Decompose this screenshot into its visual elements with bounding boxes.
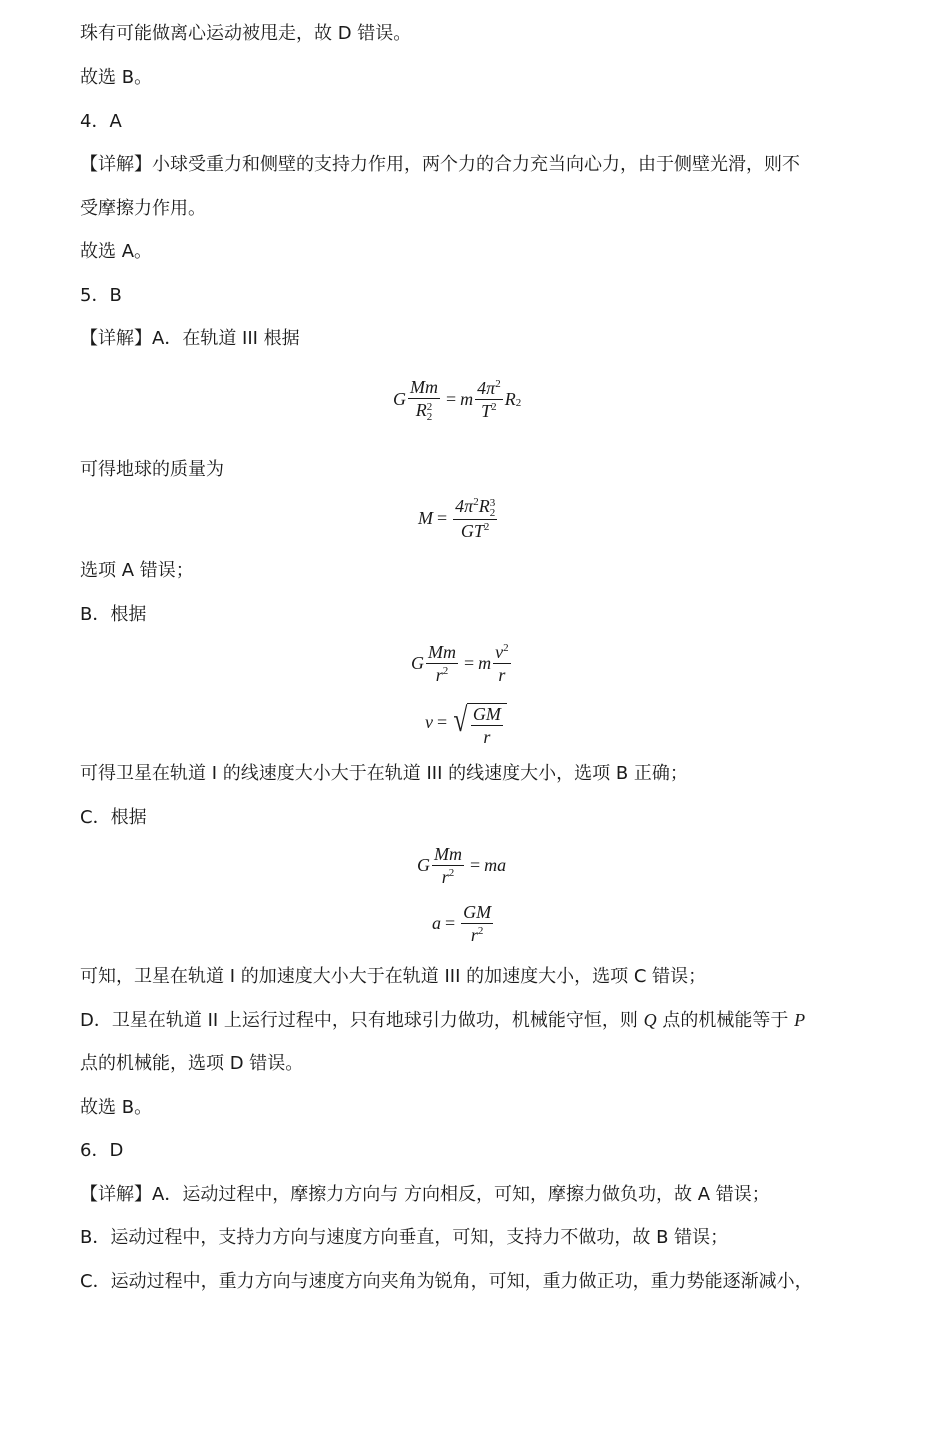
formula-symbol: T xyxy=(481,400,492,421)
formula-symbol: R xyxy=(478,496,490,516)
denominator xyxy=(440,866,457,887)
text-line: 受摩擦力作用。 xyxy=(80,198,206,219)
text-line: 【详解】小球受重力和侧壁的支持力作用，两个力的合力充当向心力，由于侧壁光滑，则不 xyxy=(80,154,800,175)
superscript: 2 xyxy=(495,377,501,390)
fraction xyxy=(432,844,464,887)
denominator: r xyxy=(498,665,506,685)
text-line: 可得卫星在轨道 I 的线速度大小大于在轨道 III 的线速度大小，选项 B 正确； xyxy=(80,763,688,784)
formula-symbol: m xyxy=(460,388,474,409)
text-line: 故选 A。 xyxy=(80,241,153,262)
equals-sign: = xyxy=(446,388,457,409)
text-segment: 点的机械能等于 xyxy=(656,1010,795,1031)
text-line: 【详解】A．在轨道 III 根据 xyxy=(80,328,300,349)
radical-sign-icon: √ xyxy=(453,702,468,739)
fraction xyxy=(475,378,503,421)
text-line: 【详解】A．运动过程中，摩擦力方向与 方向相反，可知，摩擦力做负功，故 A 错误； xyxy=(80,1184,770,1205)
denominator xyxy=(434,664,451,685)
text-line: B．运动过程中，支持力方向与速度方向垂直，可知，支持力不做功，故 B 错误； xyxy=(80,1227,729,1248)
formula-symbol: r xyxy=(435,665,443,685)
formula-symbol: G xyxy=(411,653,424,673)
answer-number: 4．A xyxy=(80,111,122,132)
superscript: 2 xyxy=(448,867,455,879)
superscript: 3 xyxy=(489,496,496,509)
answer-number: 5．B xyxy=(80,285,122,306)
numerator xyxy=(453,496,497,520)
denominator: r xyxy=(483,727,491,747)
text-line xyxy=(80,1008,805,1033)
formula-gravitation-orbit: G Mm R 2 2 = m $\frac{4\pi^2}{T^2}$ R 2 xyxy=(393,377,522,423)
numerator: Mm xyxy=(428,642,456,662)
numerator xyxy=(475,378,503,400)
subscript: 2 xyxy=(426,410,433,423)
point-label: Q xyxy=(643,1010,657,1030)
superscript: 2 xyxy=(473,496,479,508)
text-line: 故选 B。 xyxy=(80,1097,153,1118)
formula-earth-mass xyxy=(418,496,499,541)
equals-sign: = xyxy=(437,507,448,528)
formula-symbol: R xyxy=(415,400,427,420)
equals-sign: = xyxy=(445,913,456,933)
formula-symbol: G xyxy=(417,855,430,875)
denominator xyxy=(469,924,486,945)
point-label: P xyxy=(794,1010,806,1030)
superscript: 2 xyxy=(483,520,490,533)
radicand xyxy=(467,703,507,747)
text-line: 珠有可能做离心运动被甩走，故 D 错误。 xyxy=(80,23,412,44)
formula-symbol: m xyxy=(478,653,492,673)
formula-symbol: 4π xyxy=(455,496,474,516)
text-line: 可知，卫星在轨道 I 的加速度大小大于在轨道 III 的加速度大小，选项 C 错误； xyxy=(80,966,707,987)
text-line: 选项 A 错误； xyxy=(80,560,194,581)
text-line: C．运动过程中，重力方向与速度方向夹角为锐角，可知，重力做正功，重力势能逐渐减小， xyxy=(80,1271,813,1292)
text-line: 故选 B。 xyxy=(80,67,153,88)
numerator: Mm xyxy=(410,377,438,397)
fraction xyxy=(471,704,503,747)
superscript: 2 xyxy=(491,400,497,413)
equals-sign: = xyxy=(470,855,481,875)
text-segment: D．卫星在轨道 II 上运行过程中，只有地球引力做功，机械能守恒，则 xyxy=(80,1010,644,1031)
formula-orbital-velocity xyxy=(425,697,507,747)
formula-symbol: r xyxy=(470,925,478,945)
subscript: 2 xyxy=(489,506,496,519)
formula-symbol: r xyxy=(441,867,449,887)
fraction xyxy=(408,377,440,422)
denominator xyxy=(414,399,435,422)
equals-sign: = xyxy=(464,653,475,673)
formula-symbol: v xyxy=(495,642,504,662)
text-line: 可得地球的质量为 xyxy=(80,459,224,480)
formula-centripetal-acceleration xyxy=(417,844,506,887)
formula-symbol: 4π xyxy=(477,377,496,398)
denominator xyxy=(459,520,492,541)
formula-acceleration xyxy=(432,902,495,945)
text-line: C．根据 xyxy=(80,807,147,828)
numerator xyxy=(493,642,511,664)
superscript: 2 xyxy=(477,925,484,937)
formula-symbol: G xyxy=(393,388,406,409)
numerator: GM xyxy=(472,704,501,724)
denominator xyxy=(479,400,499,421)
answer-number: 6．D xyxy=(80,1140,124,1161)
numerator: Mm xyxy=(434,844,462,864)
formula-symbol: v xyxy=(425,711,433,732)
formula-symbol: a xyxy=(432,913,441,933)
formula-centripetal-velocity xyxy=(411,642,513,685)
fraction xyxy=(453,496,497,541)
superscript: 2 xyxy=(426,400,433,413)
text-line: 点的机械能，选项 D 错误。 xyxy=(80,1053,304,1074)
equals-sign: = xyxy=(437,711,448,732)
text-line: B．根据 xyxy=(80,604,147,625)
numerator: GM xyxy=(463,902,492,922)
formula-symbol: GT xyxy=(460,520,484,541)
square-root xyxy=(451,697,507,747)
fraction xyxy=(426,642,458,685)
fraction xyxy=(493,642,511,685)
superscript: 2 xyxy=(442,665,449,677)
superscript: 2 xyxy=(503,642,509,654)
fraction xyxy=(461,902,493,945)
formula-symbol: R xyxy=(504,388,516,409)
formula-symbol: M xyxy=(418,507,433,528)
formula-symbol: ma xyxy=(484,855,507,875)
